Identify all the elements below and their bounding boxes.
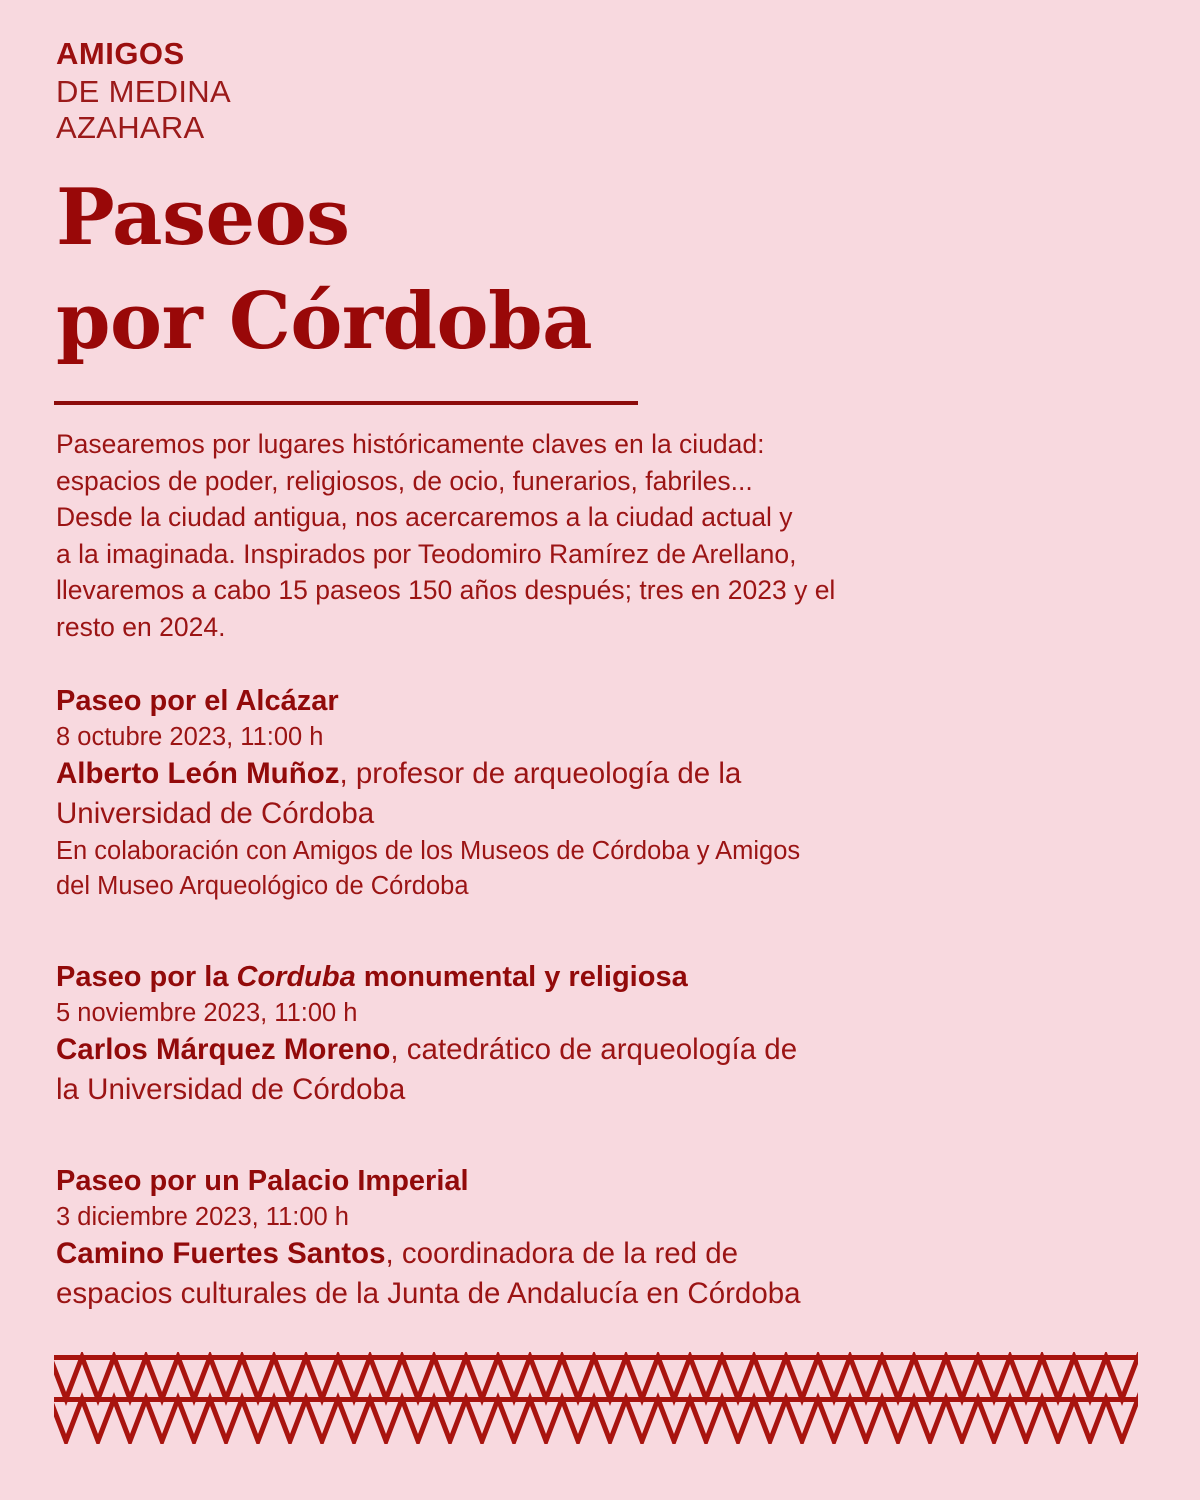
speaker-role-cont: la Universidad de Córdoba [56,1073,406,1106]
event-title: Paseo por el Alcázar [56,685,339,717]
event-title [56,958,1116,996]
event-palacio-imperial [56,1162,1116,1314]
speaker-name: Camino Fuertes Santos [56,1237,386,1270]
event-collaboration [56,834,1116,904]
title-line1: Paseos [56,172,350,263]
event-alcazar [56,682,1116,904]
speaker-role: , catedrático de arqueología de [390,1033,798,1066]
speaker-role-cont: espacios culturales de la Junta de Andalucía en Córdoba [56,1277,801,1310]
title-suffix: monumental y religiosa [355,961,688,993]
title-italic: Corduba [236,961,356,993]
event-date: 8 octubre 2023, 11:00 h [56,723,324,751]
intro-line: llevaremos a cabo 15 paseos 150 años después; tres en 2023 y el [56,575,836,605]
collab-line: del Museo Arqueológico de Córdoba [56,872,469,900]
speaker-role: , profesor de arqueología de la [339,757,742,790]
title-prefix: Paseo por la [56,961,237,993]
speaker-name: Alberto León Muñoz [56,757,340,790]
title-divider [54,401,638,405]
collab-line: En colaboración con Amigos de los Museos de Córdoba y Amigos [56,837,801,865]
intro-line: espacios de poder, religiosos, de ocio, funerarios, fabriles... [56,465,753,496]
speaker-role-cont: Universidad de Córdoba [56,797,375,830]
event-corduba [56,958,1116,1110]
intro-paragraph [56,426,1056,645]
title-line2: por Córdoba [56,276,593,367]
event-title: Paseo por un Palacio Imperial [56,1165,469,1197]
intro-line: resto en 2024. [56,611,226,642]
event-speaker [56,1030,1116,1110]
event-speaker [56,1234,1116,1314]
intro-line: a la imaginada. Inspirados por Teodomiro Ramírez de Arellano, [56,538,797,569]
org-name-line2: DE MEDINA [56,74,231,109]
intro-line: Desde la ciudad antigua, nos acercaremos a la ciudad actual y [56,502,793,532]
org-name-line3: AZAHARA [56,110,205,145]
speaker-role: , coordinadora de la red de [385,1237,739,1270]
event-date: 5 noviembre 2023, 11:00 h [56,999,358,1027]
intro-line: Pasearemos por lugares históricamente claves en la ciudad: [56,429,765,459]
org-name-line1: AMIGOS [56,36,185,71]
event-date: 3 diciembre 2023, 11:00 h [56,1203,349,1231]
speaker-name: Carlos Márquez Moreno [56,1033,391,1066]
event-speaker [56,754,1116,834]
zigzag-pattern-icon [54,1352,1138,1444]
